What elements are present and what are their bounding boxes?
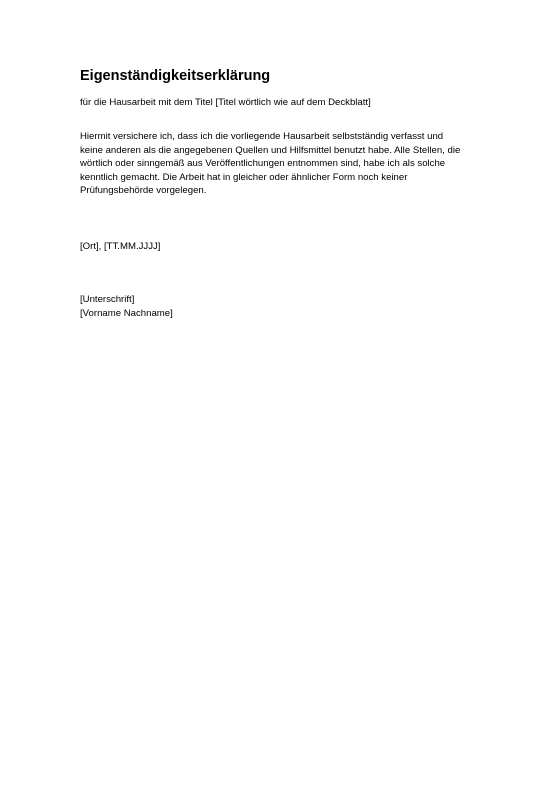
declaration-line: kenntlich gemacht. Die Arbeit hat in gleicher oder ähnlicher Form noch keiner [80, 171, 408, 183]
document-subtitle: für die Hausarbeit mit dem Titel [Titel wörtlich wie auf dem Deckblatt] [80, 97, 371, 108]
declaration-paragraph [80, 130, 500, 198]
place-date-line: [Ort], [TT.MM.JJJJ] [80, 241, 161, 252]
declaration-line: wörtlich oder sinngemäß aus Veröffentlichungen entnommen sind, habe ich als solche [80, 158, 446, 170]
signature-placeholder: [Unterschrift] [80, 294, 135, 305]
declaration-line: Hiermit versichere ich, dass ich die vorliegende Hausarbeit selbstständig verfasst und [80, 131, 444, 142]
full-name-placeholder: [Vorname Nachname] [80, 307, 173, 319]
declaration-line: Prüfungsbehörde vorgelegen. [80, 185, 207, 197]
signature-block [80, 293, 173, 320]
declaration-line: keine anderen als die angegebenen Quellen und Hilfsmittel benutzt habe. Alle Stellen, die [80, 144, 461, 156]
document-title: Eigenständigkeitserklärung [80, 68, 271, 84]
